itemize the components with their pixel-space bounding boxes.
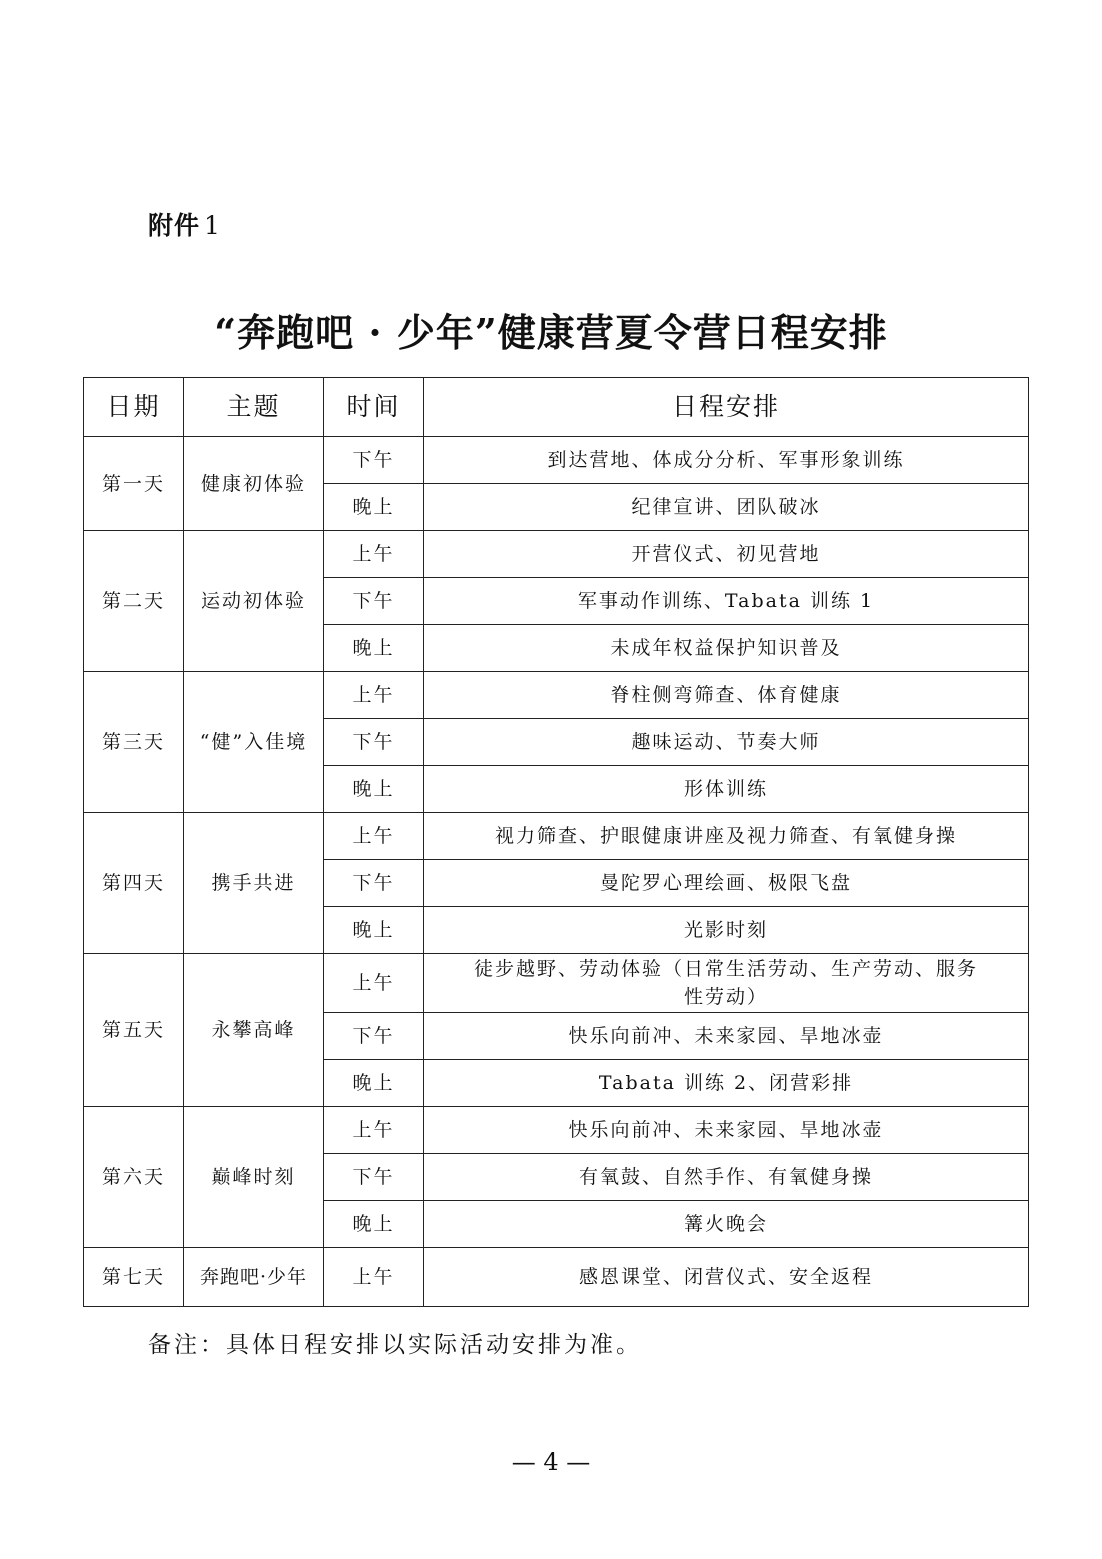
day-theme: 健康初体验	[184, 437, 324, 531]
session-plan: 未成年权益保护知识普及	[424, 625, 1029, 672]
table-row	[84, 437, 1029, 484]
session-time: 晚上	[324, 766, 424, 813]
session-time: 下午	[324, 437, 424, 484]
session-time: 下午	[324, 1013, 424, 1060]
session-plan: 快乐向前冲、未来家园、旱地冰壶	[424, 1107, 1029, 1154]
session-plan: 开营仪式、初见营地	[424, 531, 1029, 578]
table-row	[84, 531, 1029, 578]
day-date: 第三天	[84, 672, 184, 813]
attachment-label	[148, 206, 221, 242]
session-plan: 脊柱侧弯筛查、体育健康	[424, 672, 1029, 719]
session-plan: 感恩课堂、闭营仪式、安全返程	[424, 1248, 1029, 1307]
session-plan: 曼陀罗心理绘画、极限飞盘	[424, 860, 1029, 907]
session-plan: 视力筛查、护眼健康讲座及视力筛查、有氧健身操	[424, 813, 1029, 860]
session-plan: 形体训练	[424, 766, 1029, 813]
session-plan: 军事动作训练、Tabata 训练 1	[424, 578, 1029, 625]
day-theme: 永攀高峰	[184, 954, 324, 1107]
session-plan: 快乐向前冲、未来家园、旱地冰壶	[424, 1013, 1029, 1060]
session-plan: 篝火晚会	[424, 1201, 1029, 1248]
day-theme: “健”入佳境	[184, 672, 324, 813]
session-time: 上午	[324, 1107, 424, 1154]
table-row	[84, 1248, 1029, 1307]
session-plan: 光影时刻	[424, 907, 1029, 954]
day-theme: 奔跑吧·少年	[184, 1248, 324, 1307]
day-date: 第六天	[84, 1107, 184, 1248]
document-title: “奔跑吧 · 少年”健康营夏令营日程安排	[214, 310, 888, 355]
day-date: 第七天	[84, 1248, 184, 1307]
session-time: 下午	[324, 860, 424, 907]
session-plan: 趣味运动、节奏大师	[424, 719, 1029, 766]
table-row	[84, 954, 1029, 1013]
day-theme: 巅峰时刻	[184, 1107, 324, 1248]
session-plan: Tabata 训练 2、闭营彩排	[424, 1060, 1029, 1107]
session-time: 晚上	[324, 625, 424, 672]
attachment-text: 附件	[148, 211, 201, 240]
day-date: 第四天	[84, 813, 184, 954]
table-row	[84, 1107, 1029, 1154]
session-time: 下午	[324, 1154, 424, 1201]
table-row	[84, 813, 1029, 860]
remark-note: 备注：具体日程安排以实际活动安排为准。	[148, 1332, 642, 1358]
session-time: 下午	[324, 578, 424, 625]
header-plan: 日程安排	[424, 378, 1029, 437]
session-time: 上午	[324, 813, 424, 860]
session-time: 上午	[324, 1248, 424, 1307]
session-time: 下午	[324, 719, 424, 766]
session-time: 上午	[324, 672, 424, 719]
header-time: 时间	[324, 378, 424, 437]
table-row	[84, 672, 1029, 719]
day-date: 第一天	[84, 437, 184, 531]
session-plan: 徒步越野、劳动体验（日常生活劳动、生产劳动、服务性劳动）	[424, 954, 1029, 1013]
session-plan: 到达营地、体成分分析、军事形象训练	[424, 437, 1029, 484]
session-time: 上午	[324, 954, 424, 1013]
session-plan: 纪律宣讲、团队破冰	[424, 484, 1029, 531]
session-plan: 有氧鼓、自然手作、有氧健身操	[424, 1154, 1029, 1201]
session-time: 晚上	[324, 1060, 424, 1107]
day-date: 第五天	[84, 954, 184, 1107]
session-time: 晚上	[324, 1201, 424, 1248]
schedule-table	[83, 377, 1029, 1307]
day-theme: 携手共进	[184, 813, 324, 954]
day-date: 第二天	[84, 531, 184, 672]
session-time: 晚上	[324, 907, 424, 954]
session-time: 上午	[324, 531, 424, 578]
page-number: — 4 —	[511, 1448, 591, 1476]
header-date: 日期	[84, 378, 184, 437]
day-theme: 运动初体验	[184, 531, 324, 672]
attachment-number: 1	[204, 211, 221, 240]
table-header-row	[84, 378, 1029, 437]
session-time: 晚上	[324, 484, 424, 531]
header-theme: 主题	[184, 378, 324, 437]
